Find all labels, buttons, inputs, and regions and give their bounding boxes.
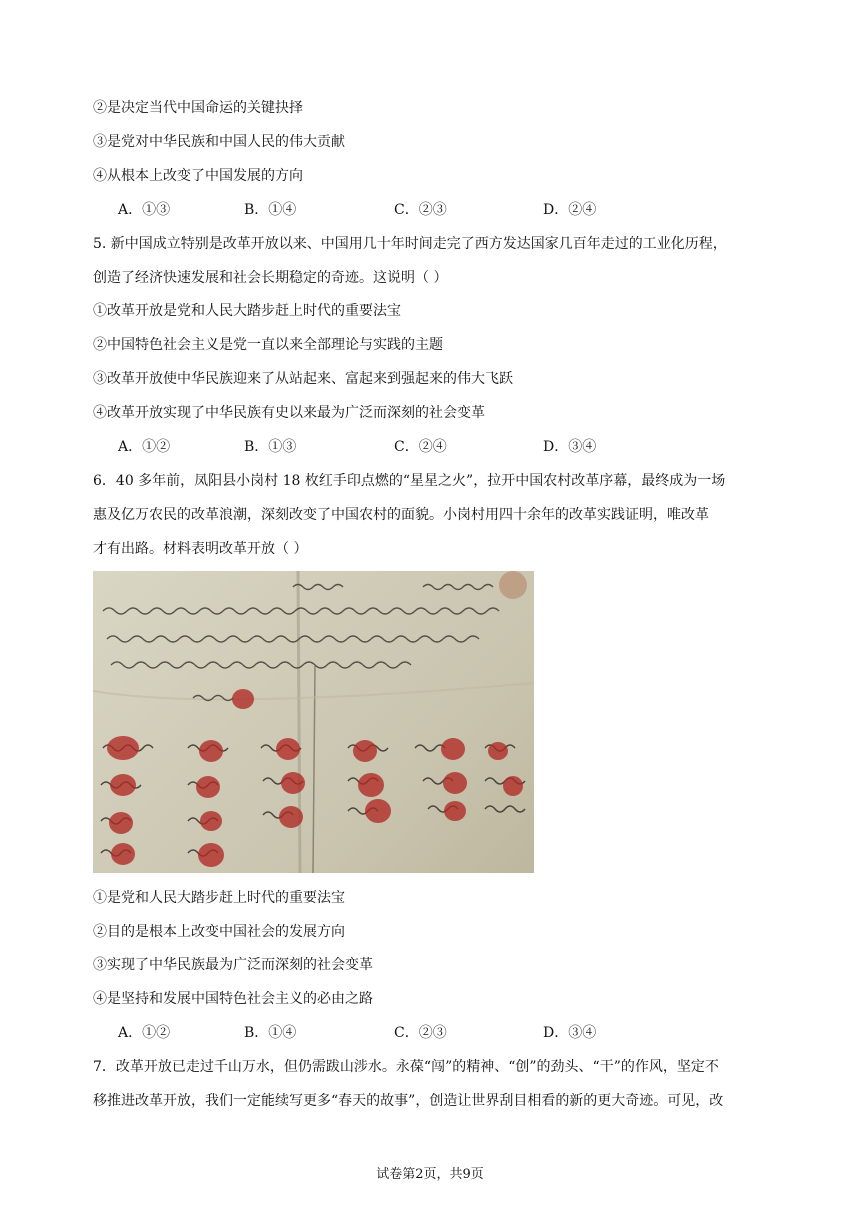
q5-stem-line-1: 5. 新中国成立特别是改革开放以来、中国用几十年时间走完了西方发达国家几百年走过的工业化历程， bbox=[93, 236, 727, 252]
q7-stem-line-1: 7．改革开放已走过千山万水，但仍需跋山涉水。永葆“闯”的精神、“创”的劲头、“干”的作风，坚定不 bbox=[93, 1059, 719, 1075]
q4-option-b: B．①④ bbox=[244, 202, 297, 218]
q4-item-4: ④从根本上改变了中国发展的方向 bbox=[93, 168, 303, 184]
q6-item-2: ②目的是根本上改变中国社会的发展方向 bbox=[93, 924, 345, 940]
q6-option-a: A．①② bbox=[118, 1025, 171, 1041]
q5-item-2: ②中国特色社会主义是党一直以来全部理论与实践的主题 bbox=[93, 337, 443, 353]
q6-option-c: C．②③ bbox=[394, 1025, 447, 1041]
q5-item-1: ①改革开放是党和人民大踏步赶上时代的重要法宝 bbox=[93, 303, 401, 319]
q5-item-4: ④改革开放实现了中华民族有史以来最为广泛而深刻的社会变革 bbox=[93, 405, 485, 421]
q5-option-c: C．②④ bbox=[394, 439, 447, 455]
q6-item-3: ③实现了中华民族最为广泛而深刻的社会变革 bbox=[93, 957, 373, 973]
q4-option-a: A．①③ bbox=[118, 202, 171, 218]
q4-option-c: C．②③ bbox=[394, 202, 447, 218]
q5-option-d: D．③④ bbox=[543, 439, 597, 455]
q4-item-2: ②是决定当代中国命运的关键抉择 bbox=[93, 100, 303, 116]
page-footer: 试卷第2页，共9页 bbox=[376, 1167, 484, 1182]
q6-option-d: D．③④ bbox=[543, 1025, 597, 1041]
q6-option-b: B．①④ bbox=[244, 1025, 297, 1041]
q5-item-3: ③改革开放使中华民族迎来了从站起来、富起来到强起来的伟大飞跃 bbox=[93, 371, 513, 387]
q4-item-3: ③是党对中华民族和中国人民的伟大贡献 bbox=[93, 134, 345, 150]
q6-item-4: ④是坚持和发展中国特色社会主义的必由之路 bbox=[93, 991, 373, 1007]
q5-option-b: B．①③ bbox=[244, 439, 297, 455]
q6-stem-line-1: 6．40 多年前，凤阳县小岗村 18 枚红手印点燃的“星星之火”，拉开中国农村改革序幕，最终成为一场 bbox=[93, 473, 726, 489]
q6-stem-line-2: 惠及亿万农民的改革浪潮，深刻改变了中国农村的面貌。小岗村用四十余年的改革实践证明，唯改革 bbox=[93, 507, 709, 523]
xiaogang-contract-photo bbox=[93, 571, 534, 873]
q5-option-a: A．①② bbox=[118, 439, 171, 455]
q5-stem-line-2: 创造了经济快速发展和社会长期稳定的奇迹。这说明（ ） bbox=[93, 270, 448, 286]
q6-stem-line-3: 才有出路。材料表明改革开放（ ） bbox=[93, 541, 308, 557]
q6-item-1: ①是党和人民大踏步赶上时代的重要法宝 bbox=[93, 890, 345, 906]
contract-illustration bbox=[93, 571, 534, 873]
q4-option-d: D．②④ bbox=[543, 202, 597, 218]
q7-stem-line-2: 移推进改革开放，我们一定能续写更多“春天的故事”，创造让世界刮目相看的新的更大奇迹。可见，改 bbox=[93, 1093, 724, 1109]
